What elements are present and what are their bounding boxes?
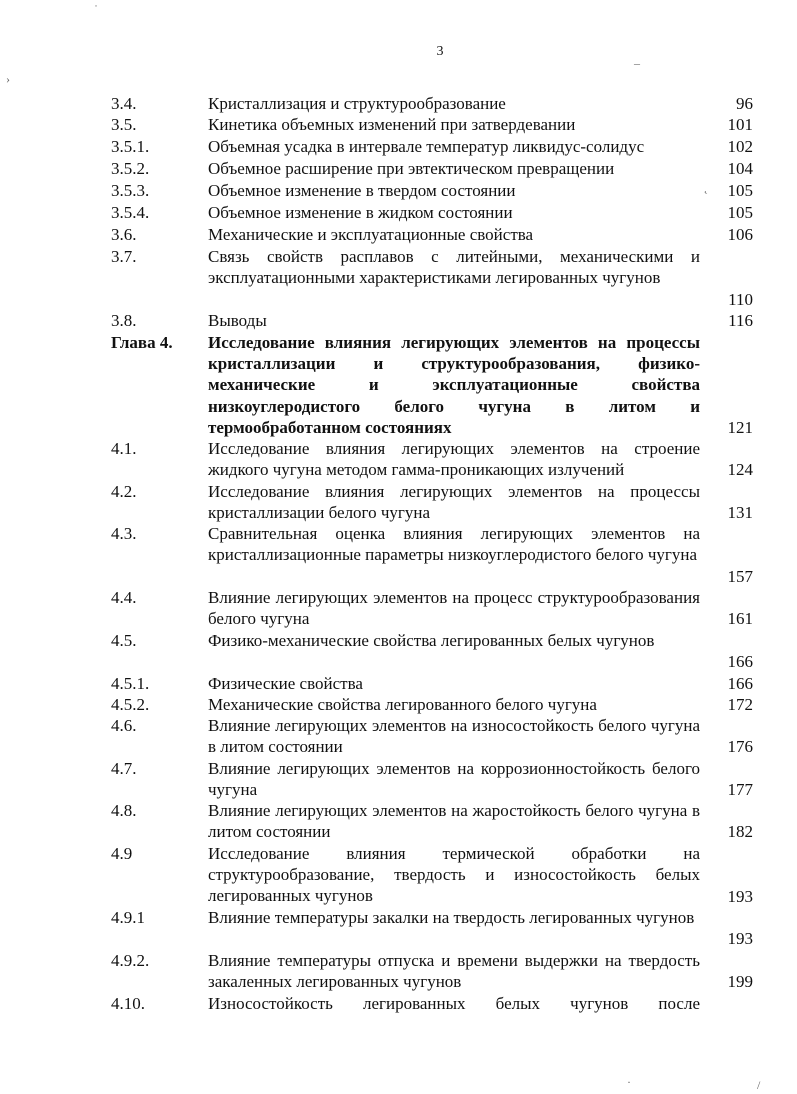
toc-entry-title: Влияние легирующих элементов на процесс структурообразования белого чугуна	[208, 588, 700, 629]
toc-entry-title: Связь свойств расплавов с литейными, механическими и эксплуатационными характеристиками легированных чугунов	[208, 247, 700, 288]
toc-entry-page: 182	[727, 822, 753, 841]
toc-entry-title: Выводы	[208, 311, 267, 330]
toc-entry-page: 161	[727, 609, 753, 628]
toc-entry-title: Объемное расширение при эвтектическом превращении	[208, 159, 615, 178]
toc-entry-number: 3.8.	[111, 311, 137, 330]
toc-entry-number: 4.1.	[111, 439, 137, 458]
scan-speck: ˛	[704, 180, 708, 194]
toc-entry-number: 4.4.	[111, 588, 137, 607]
toc-entry-title: Кинетика объемных изменений при затвердевании	[208, 115, 576, 134]
toc-entry-number: 4.3.	[111, 524, 137, 543]
toc-entry-number: 4.5.	[111, 631, 137, 650]
toc-entry-page: 199	[727, 972, 753, 991]
toc-entry-number: 3.5.4.	[111, 203, 150, 222]
toc-entry-number: 4.5.1.	[111, 674, 150, 693]
toc-entry-title: Исследование влияния легирующих элементов на строение жидкого чугуна методом гамма-проникающих излучений	[208, 439, 700, 480]
toc-entry-page: 177	[727, 780, 753, 799]
toc-entry-page: 172	[727, 695, 753, 714]
toc-entry-page: 166	[727, 652, 753, 671]
toc-entry-page: 176	[727, 737, 753, 756]
toc-entry-number: Глава 4.	[111, 333, 173, 352]
toc-entry-title: Объемное изменение в жидком состоянии	[208, 203, 513, 222]
toc-entry-number: 3.7.	[111, 247, 137, 266]
toc-entry-number: 4.8.	[111, 801, 137, 820]
toc-entry-page: 166	[727, 674, 753, 693]
toc-entry-title: Влияние легирующих элементов на жаростойкость белого чугуна в литом состоянии	[208, 801, 700, 842]
toc-entry-page: 101	[727, 115, 753, 134]
toc-entry-number: 3.5.3.	[111, 181, 150, 200]
toc-entry-title: Механические свойства легированного белого чугуна	[208, 695, 597, 714]
toc-entry-page: 96	[736, 94, 753, 113]
toc-entry-title: Объемное изменение в твердом состоянии	[208, 181, 516, 200]
toc-entry-title: Влияние температуры отпуска и времени выдержки на твердость закаленных легированных чугунов	[208, 951, 700, 992]
toc-entry-page: 157	[727, 567, 753, 586]
scan-speck: ‒	[634, 56, 640, 70]
toc-entry-title: Исследование влияния легирующих элементов на процессы кристаллизации и структурообразования, физико-механические и эксплуатационные свойства низкоуглеродистого белого чугуна в литом и термообработанном состояниях	[208, 333, 700, 437]
toc-entry-page: 110	[728, 290, 753, 309]
toc-entry-page: 106	[727, 225, 753, 244]
toc-entry-number: 4.9.1	[111, 908, 145, 927]
toc-entry-title: Физико-механические свойства легированных белых чугунов	[208, 631, 655, 650]
scan-speck: /	[757, 1078, 761, 1092]
toc-entry-page: 131	[727, 503, 753, 522]
toc-entry-number: 4.10.	[111, 994, 145, 1013]
toc-entry-title: Влияние температуры закалки на твердость легированных чугунов	[208, 908, 695, 927]
toc-entry-title: Влияние легирующих элементов на коррозионностойкость белого чугуна	[208, 759, 700, 800]
toc-entry-title: Кристаллизация и структурообразование	[208, 94, 506, 113]
toc-entry-number: 3.6.	[111, 225, 137, 244]
toc-entry-number: 4.5.2.	[111, 695, 150, 714]
toc-entry-title: Влияние легирующих элементов на износостойкость белого чугуна в литом состоянии	[208, 716, 700, 757]
toc-entry-title: Исследование влияния легирующих элементов на процессы кристаллизации белого чугуна	[208, 482, 700, 523]
scan-speck: ˙	[94, 2, 98, 16]
toc-entry-number: 3.5.2.	[111, 159, 150, 178]
toc-entry-page: 193	[727, 929, 753, 948]
toc-entry-page: 105	[727, 203, 753, 222]
toc-entry-page: 124	[727, 460, 753, 479]
toc-entry-title: Механические и эксплуатационные свойства	[208, 225, 534, 244]
toc-entry-title: Физические свойства	[208, 674, 363, 693]
toc-entry-page: 121	[727, 418, 753, 437]
toc-entry-number: 4.2.	[111, 482, 137, 501]
toc-entry-number: 3.4.	[111, 94, 137, 113]
scan-speck: ·	[627, 1075, 631, 1089]
toc-entry-page: 116	[728, 311, 753, 330]
page-number: 3	[436, 44, 444, 59]
toc-entry-page: 104	[727, 159, 753, 178]
scan-speck: ›	[6, 72, 10, 86]
toc-entry-number: 3.5.1.	[111, 137, 150, 156]
toc-entry-number: 4.7.	[111, 759, 137, 778]
toc-entry-page: 105	[727, 181, 753, 200]
toc-entry-title: Сравнительная оценка влияния легирующих элементов на кристаллизационные параметры низкоуглеродистого белого чугуна	[208, 524, 700, 565]
toc-entry-page: 102	[727, 137, 753, 156]
toc-entry-title: Исследование влияния термической обработки на структурообразование, твердость и износостойкость белых легированных чугунов	[208, 844, 700, 906]
toc-entry-number: 4.9.2.	[111, 951, 150, 970]
toc-entry-page: 193	[727, 887, 753, 906]
toc-entry-number: 3.5.	[111, 115, 137, 134]
toc-entry-title: Износостойкость легированных белых чугунов после	[208, 994, 700, 1013]
toc-entry-title: Объемная усадка в интервале температур ликвидус-солидус	[208, 137, 645, 156]
toc-entry-number: 4.9	[111, 844, 133, 863]
toc-entry-number: 4.6.	[111, 716, 137, 735]
